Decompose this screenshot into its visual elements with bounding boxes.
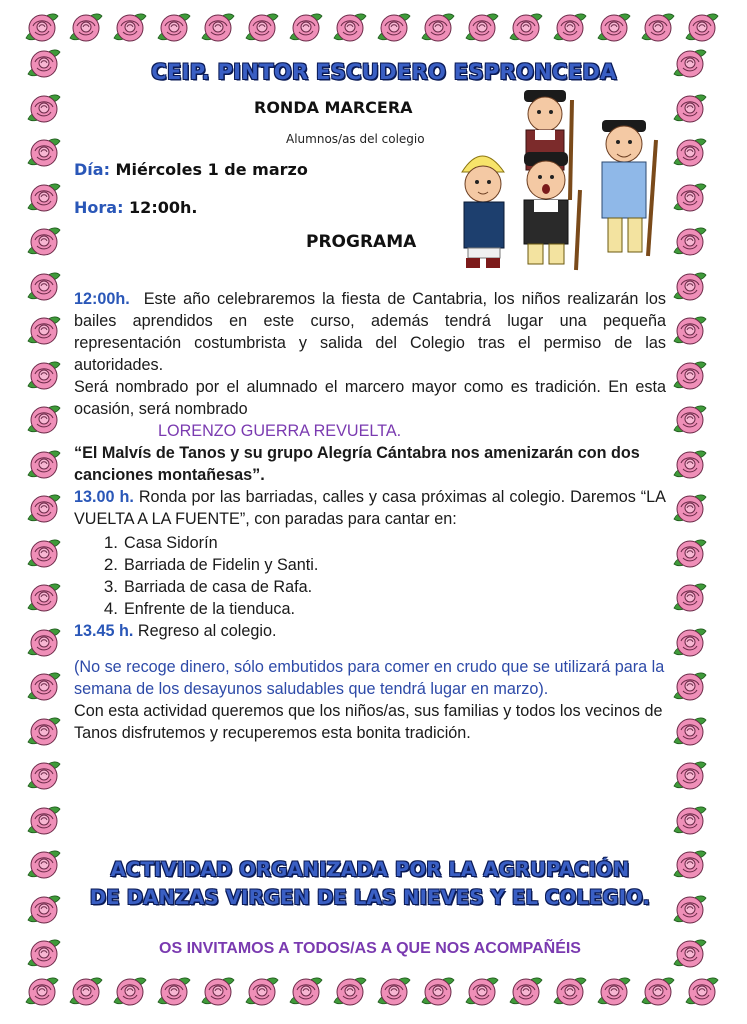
paragraph-4-text: Regreso al colegio. xyxy=(137,622,277,640)
rose-icon xyxy=(550,8,590,48)
rose-icon xyxy=(670,534,710,574)
rose-icon xyxy=(670,712,710,752)
rose-icon xyxy=(198,972,238,1012)
rose-icon xyxy=(670,222,710,262)
hour-line xyxy=(74,198,197,217)
rose-icon xyxy=(22,8,62,48)
rose-icon xyxy=(286,972,326,1012)
paragraph-1-text: Este año celebraremos la fiesta de Cantabria, los niños realizarán los bailes aprendidos en este curso, además tendrá lugar una pequeña representación costumbrista y salida del Colegio tras el permiso de las autoridades. xyxy=(74,290,666,374)
rose-icon xyxy=(24,311,64,351)
programa-heading: PROGRAMA xyxy=(306,232,417,252)
event-title: RONDA MARCERA xyxy=(254,98,413,117)
rose-icon xyxy=(670,578,710,618)
rose-icon xyxy=(24,44,64,84)
rose-icon xyxy=(24,400,64,440)
rose-icon xyxy=(670,400,710,440)
rose-icon xyxy=(24,133,64,173)
day-line xyxy=(74,160,308,179)
list-item: 4. Enfrente de la tienduca. xyxy=(103,599,295,618)
rose-icon xyxy=(670,356,710,396)
rose-icon xyxy=(670,845,710,885)
invitation-text: OS INVITAMOS A TODOS/AS A QUE NOS ACOMPAÑÉIS xyxy=(159,940,581,957)
rose-icon xyxy=(670,489,710,529)
rose-icon xyxy=(682,972,722,1012)
organizer-line-1: ACTIVIDAD ORGANIZADA POR LA AGRUPACIÓN xyxy=(110,858,630,881)
rose-icon xyxy=(242,8,282,48)
day-label: Día: xyxy=(74,160,110,179)
rose-border-bottom xyxy=(22,970,722,1014)
time-1200: 12:00h. xyxy=(74,290,130,308)
rose-border-left xyxy=(22,44,66,974)
paragraph-3-text: Ronda por las barriadas, calles y casa próximas al colegio. Daremos “LA VUELTA A LA FUENTE”, con paradas para cantar en: xyxy=(74,488,666,528)
rose-border-top xyxy=(22,6,722,50)
honoree-name: LORENZO GUERRA REVUELTA. xyxy=(158,422,402,440)
rose-icon xyxy=(24,667,64,707)
flyer-content xyxy=(74,56,666,968)
rose-icon xyxy=(670,311,710,351)
rose-icon xyxy=(670,44,710,84)
program-paragraph-3 xyxy=(74,486,666,530)
rose-icon xyxy=(110,972,150,1012)
rose-icon xyxy=(670,890,710,930)
program-paragraph-1 xyxy=(74,288,666,376)
rose-icon xyxy=(670,133,710,173)
list-item: 1. Casa Sidorín xyxy=(103,533,218,552)
program-body xyxy=(74,288,666,744)
rose-icon xyxy=(242,972,282,1012)
rose-icon xyxy=(66,972,106,1012)
rose-icon xyxy=(24,445,64,485)
rose-icon xyxy=(24,934,64,974)
closing-text: Con esta actividad queremos que los niños/as, sus familias y todos los vecinos de Tanos disfrutemos y recuperemos esta bonita tradición. xyxy=(74,702,663,742)
rose-icon xyxy=(670,801,710,841)
rose-icon xyxy=(110,8,150,48)
time-1300: 13.00 h. xyxy=(74,488,134,506)
rose-icon xyxy=(462,8,502,48)
list-item: 2. Barriada de Fidelin y Santi. xyxy=(103,555,319,574)
rose-icon xyxy=(670,623,710,663)
program-paragraph-2: Será nombrado por el alumnado el marcero mayor como es tradición. En esta ocasión, será nombrado xyxy=(74,378,666,418)
rose-icon xyxy=(22,972,62,1012)
rose-icon xyxy=(154,972,194,1012)
rose-icon xyxy=(24,845,64,885)
rose-icon xyxy=(24,756,64,796)
rose-icon xyxy=(594,8,634,48)
rose-icon xyxy=(24,489,64,529)
rose-icon xyxy=(670,667,710,707)
hour-value: 12:00h. xyxy=(129,198,198,217)
list-item: 3. Barriada de casa de Rafa. xyxy=(103,577,313,596)
rose-icon xyxy=(670,756,710,796)
program-paragraph-4 xyxy=(74,620,666,642)
rose-icon xyxy=(24,89,64,129)
donation-note: (No se recoge dinero, sólo embutidos para comer en crudo que se utilizará para la semana de los desayunos saludables que tendrá lugar en marzo). xyxy=(74,658,665,698)
rose-icon xyxy=(594,972,634,1012)
music-quote: “El Malvís de Tanos y su grupo Alegría Cántabra nos amenizarán con dos canciones montañesas”. xyxy=(74,444,640,484)
rose-icon xyxy=(418,8,458,48)
rose-icon xyxy=(24,623,64,663)
rose-icon xyxy=(418,972,458,1012)
rose-icon xyxy=(670,934,710,974)
rose-icon xyxy=(670,445,710,485)
rose-icon xyxy=(24,712,64,752)
time-1345: 13.45 h. xyxy=(74,622,134,640)
rose-icon xyxy=(550,972,590,1012)
rose-icon xyxy=(374,8,414,48)
day-value: Miércoles 1 de marzo xyxy=(115,160,308,179)
rose-border-right xyxy=(668,44,712,974)
rose-icon xyxy=(154,8,194,48)
rose-icon xyxy=(24,801,64,841)
rose-icon xyxy=(670,267,710,307)
rose-icon xyxy=(506,8,546,48)
rose-icon xyxy=(682,8,722,48)
rose-icon xyxy=(24,178,64,218)
rose-icon xyxy=(462,972,502,1012)
rose-icon xyxy=(24,534,64,574)
rose-icon xyxy=(66,8,106,48)
rose-icon xyxy=(286,8,326,48)
rose-icon xyxy=(198,8,238,48)
rose-icon xyxy=(670,89,710,129)
rose-icon xyxy=(24,356,64,396)
hour-label: Hora: xyxy=(74,198,124,217)
rose-icon xyxy=(638,972,678,1012)
school-title: CEIP. PINTOR ESCUDERO ESPRONCEDA xyxy=(151,60,617,84)
rose-icon xyxy=(374,972,414,1012)
rose-icon xyxy=(24,267,64,307)
organizer-line-2: DE DANZAS VIRGEN DE LAS NIEVES Y EL COLEGIO. xyxy=(89,886,651,909)
rose-icon xyxy=(330,972,370,1012)
rose-icon xyxy=(638,8,678,48)
rose-icon xyxy=(670,178,710,218)
rose-icon xyxy=(330,8,370,48)
rose-icon xyxy=(506,972,546,1012)
participants-text: Alumnos/as del colegio xyxy=(286,132,425,146)
rose-icon xyxy=(24,578,64,618)
rose-icon xyxy=(24,890,64,930)
stops-list xyxy=(94,532,666,620)
rose-icon xyxy=(24,222,64,262)
folk-dancers-illustration xyxy=(452,80,662,276)
organizer-title xyxy=(74,856,666,912)
